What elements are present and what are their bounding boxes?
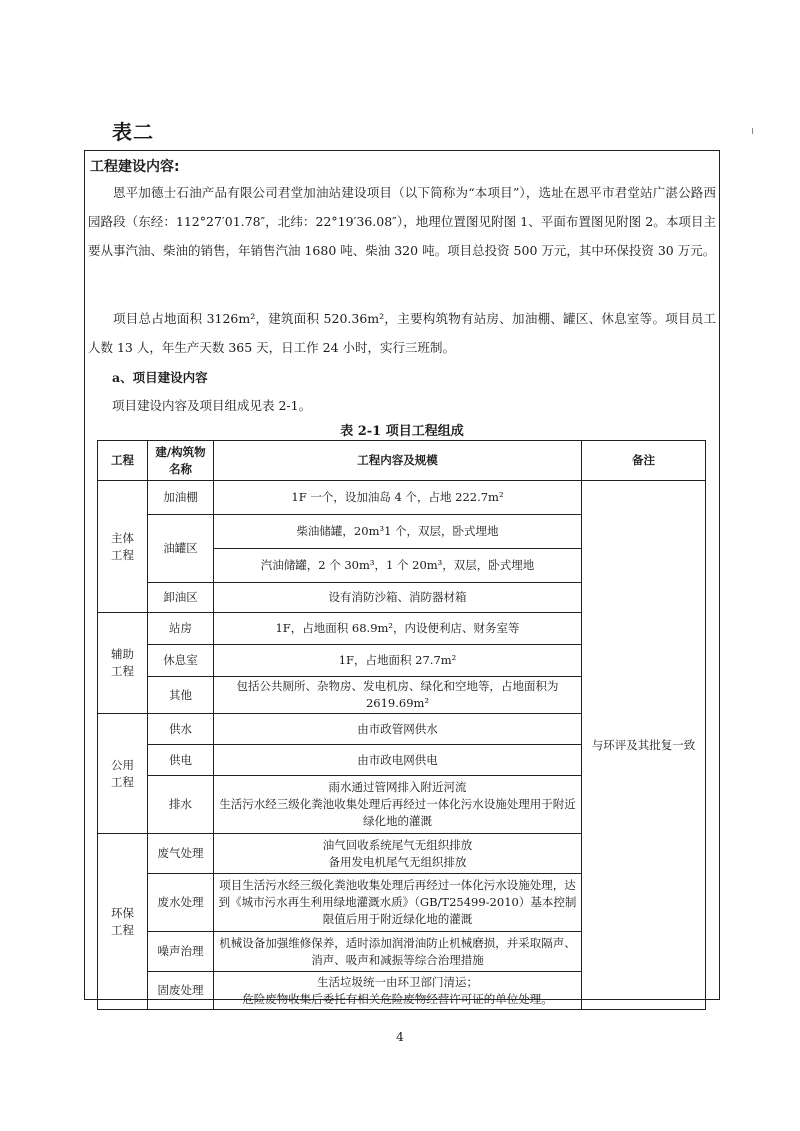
item-name: 其他 — [148, 677, 214, 714]
category-label: 工程 — [111, 922, 134, 937]
category-label: 工程 — [111, 664, 134, 678]
item-name: 固废处理 — [148, 972, 214, 1010]
item-name: 卸油区 — [148, 583, 214, 613]
header-remark: 备注 — [582, 441, 706, 481]
item-content: 1F，占地面积 27.7m² — [214, 645, 582, 677]
item-content: 柴油储罐，20m³1 个，双层，卧式埋地 — [214, 515, 582, 549]
item-content: 1F 一个，设加油岛 4 个，占地 222.7m² — [214, 481, 582, 515]
header-content: 工程内容及规模 — [214, 441, 582, 481]
item-content — [214, 834, 582, 874]
item-content-line: 油气回收系统尾气无组织排放 — [322, 837, 473, 852]
category-label: 公用 — [111, 757, 134, 772]
header-building-name: 建/构筑物名称 — [148, 441, 214, 481]
item-content — [214, 972, 582, 1010]
item-name: 废水处理 — [148, 874, 214, 932]
item-name: 噪声治理 — [148, 932, 214, 972]
table-header-row — [98, 441, 706, 481]
item-content: 设有消防沙箱、消防器材箱 — [214, 583, 582, 613]
item-content-line: 生活污水经三级化粪池收集处理后再经过一体化污水设施处理用于附近绿化地的灌溉 — [219, 797, 576, 828]
item-content: 机械设备加强维修保养，适时添加润滑油防止机械磨损，并采取隔声、消声、吸声和减振等综合治理措施 — [214, 932, 582, 972]
item-content: 1F，占地面积 68.9m²，内设便利店、财务室等 — [214, 613, 582, 645]
item-name: 排水 — [148, 776, 214, 834]
project-table — [97, 440, 706, 1010]
intro-text-1: 恩平加德士石油产品有限公司君堂加油站建设项目（以下简称为“本项目”），选址在恩平市君堂站广湛公路西园路段（东经：112°27′01.78″，北纬：22°19′36.08″），地理位置图见附图 1、平面布置图见附图 2。本项目主要从事汽油、柴油的销售，年销售汽油 1680 吨、柴油 320 吨。项目总投资 500 万元，其中环保投资 30 万元。 — [88, 185, 716, 258]
item-content-line: 雨水通过管网排入附近河流 — [328, 780, 467, 794]
item-name: 油罐区 — [148, 515, 214, 583]
item-content-line: 备用发电机尾气无组织排放 — [328, 854, 467, 869]
item-name: 供电 — [148, 745, 214, 776]
section-title: 工程建设内容: — [90, 159, 180, 175]
sub-heading: a、项目建设内容 — [112, 370, 208, 385]
item-content: 项目生活污水经三级化粪池收集处理后再经过一体化污水设施处理，达到《城市污水再生利用绿地灌溉水质》（GB/T25499-2010）基本控制限值后用于附近绿化地的灌溉 — [214, 874, 582, 932]
item-content-line: 危险废物收集后委托有相关危险废物经营许可证的单位处理。 — [242, 991, 553, 1006]
remark-cell: 与环评及其批复一致 — [582, 481, 706, 1010]
category-cell — [98, 714, 148, 834]
item-name: 供水 — [148, 714, 214, 745]
intro-text-2: 项目总占地面积 3126m²，建筑面积 520.36m²，主要构筑物有站房、加油棚、罐区、休息室等。项目员工人数 13 人，年生产天数 365 天，日工作 24 小时，实行三班制。 — [88, 311, 716, 355]
intro-paragraph-1 — [88, 178, 716, 265]
table-row — [98, 481, 706, 515]
item-content — [214, 776, 582, 834]
item-content: 包括公共厕所、杂物房、发电机房、绿化和空地等，占地面积为 2619.69m² — [214, 677, 582, 714]
category-label: 辅助 — [111, 647, 134, 661]
category-cell — [98, 613, 148, 714]
category-label: 环保 — [111, 905, 134, 920]
item-content: 汽油储罐，2 个 30m³，1 个 20m³，双层，卧式埋地 — [214, 549, 582, 583]
category-label: 主体 — [111, 530, 134, 545]
intro-paragraph-2 — [88, 304, 716, 362]
page-number: 4 — [396, 1030, 404, 1044]
item-content: 由市政电网供电 — [214, 745, 582, 776]
category-cell — [98, 481, 148, 613]
item-name: 休息室 — [148, 645, 214, 677]
page-heading: 表二 — [112, 120, 154, 144]
item-content-line: 生活垃圾统一由环卫部门清运； — [317, 974, 478, 989]
item-name: 废气处理 — [148, 834, 214, 874]
table-reference: 项目建设内容及项目组成见表 2-1。 — [112, 398, 312, 413]
category-label: 工程 — [111, 547, 134, 562]
margin-mark — [752, 128, 753, 134]
item-content: 由市政管网供水 — [214, 714, 582, 745]
header-project: 工程 — [98, 441, 148, 481]
category-cell — [98, 834, 148, 1010]
category-label: 工程 — [111, 774, 134, 789]
item-name: 加油棚 — [148, 481, 214, 515]
item-name: 站房 — [148, 613, 214, 645]
table-caption: 表 2-1 项目工程组成 — [340, 424, 464, 439]
